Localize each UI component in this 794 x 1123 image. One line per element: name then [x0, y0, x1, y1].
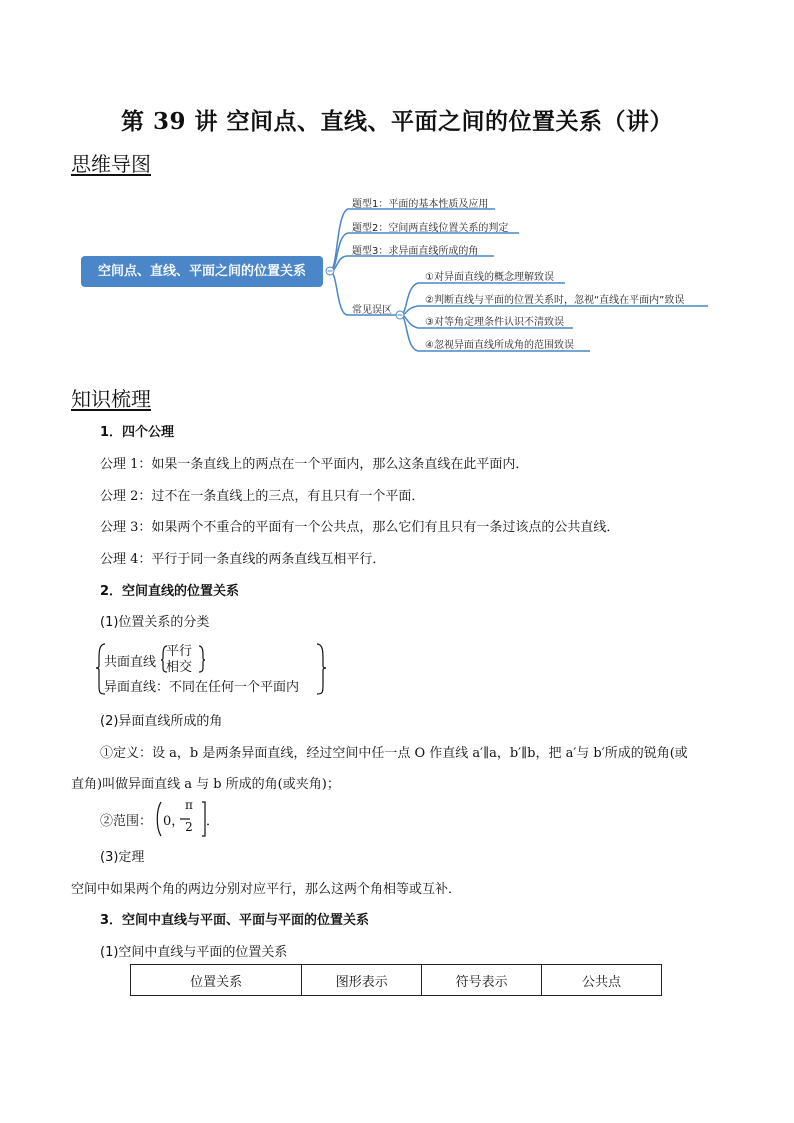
intersect-label: 相交	[166, 660, 193, 675]
heading-line-relations: 2．空间直线的位置关系	[100, 584, 240, 599]
mindmap-group-label: 常见误区	[352, 305, 392, 316]
table-header-cell: 符号表示	[422, 965, 542, 996]
section-heading-mindmap: 思维导图	[71, 152, 151, 176]
skew-lines-label: 异面直线：不同在任何一个平面内	[104, 680, 300, 695]
subheading-line-plane: (1)空间中直线与平面的位置关系	[100, 945, 288, 960]
axiom-4: 公理 4：平行于同一条直线的两条直线互相平行．	[100, 552, 386, 567]
axiom-1: 公理 1：如果一条直线上的两点在一个平面内，那么这条直线在此平面内．	[100, 457, 529, 472]
range-end: ．	[206, 814, 220, 829]
table-header-cell: 公共点	[542, 965, 662, 996]
coplanar-lines-label: 共面直线	[104, 655, 157, 670]
mindmap-item-4: ④忽视异面直线所成角的范围致误	[425, 340, 574, 351]
heading-line-plane-relations: 3．空间中直线与平面、平面与平面的位置关系	[100, 913, 370, 928]
definition-line-1: ①定义：设 a，b 是两条异面直线，经过空间中任一点 O 作直线 a′∥a，b′∥b，把 a′与 b′所成的锐角(或	[100, 746, 688, 761]
mindmap-item-1: ①对异面直线的概念理解致误	[425, 272, 554, 283]
mindmap-branch-3: 题型3：求异面直线所成的角	[352, 246, 479, 257]
mindmap-branch-2: 题型2：空间两直线位置关系的判定	[352, 223, 509, 234]
table-header-row	[131, 965, 662, 996]
subheading-skew-angle: (2)异面直线所成的角	[100, 714, 223, 729]
mindmap-item-2: ②判断直线与平面的位置关系时，忽视“直线在平面内”致误	[425, 295, 685, 306]
table-header-cell: 位置关系	[131, 965, 302, 996]
theorem-text: 空间中如果两个角的两边分别对应平行，那么这两个角相等或互补．	[71, 882, 462, 897]
range-zero: 0，	[163, 814, 185, 829]
table-header-cell: 图形表示	[302, 965, 422, 996]
subheading-theorem: (3)定理	[100, 850, 145, 865]
range-label: ②范围：	[100, 814, 153, 829]
section-heading-knowledge: 知识梳理	[71, 387, 151, 411]
mindmap-item-3: ③对等角定理条件认识不清致误	[425, 317, 564, 328]
mindmap-root: 空间点、直线、平面之间的位置关系	[81, 256, 323, 287]
page-title: 第 39 讲 空间点、直线、平面之间的位置关系（讲）	[120, 108, 674, 135]
position-relation-table	[130, 964, 662, 996]
range-two: 2	[185, 820, 193, 834]
range-pi: π	[185, 798, 193, 812]
axiom-2: 公理 2：过不在一条直线上的三点，有且只有一个平面．	[100, 489, 425, 504]
axiom-3: 公理 3：如果两个不重合的平面有一个公共点，那么它们有且只有一条过该点的公共直线．	[100, 520, 620, 535]
definition-line-2: 直角)叫做异面直线 a 与 b 所成的角(或夹角)；	[71, 777, 340, 792]
subheading-classification: (1)位置关系的分类	[100, 615, 210, 630]
heading-four-axioms: 1．四个公理	[100, 425, 175, 440]
mindmap-branch-1: 题型1：平面的基本性质及应用	[352, 199, 489, 210]
parallel-label: 平行	[166, 644, 193, 659]
